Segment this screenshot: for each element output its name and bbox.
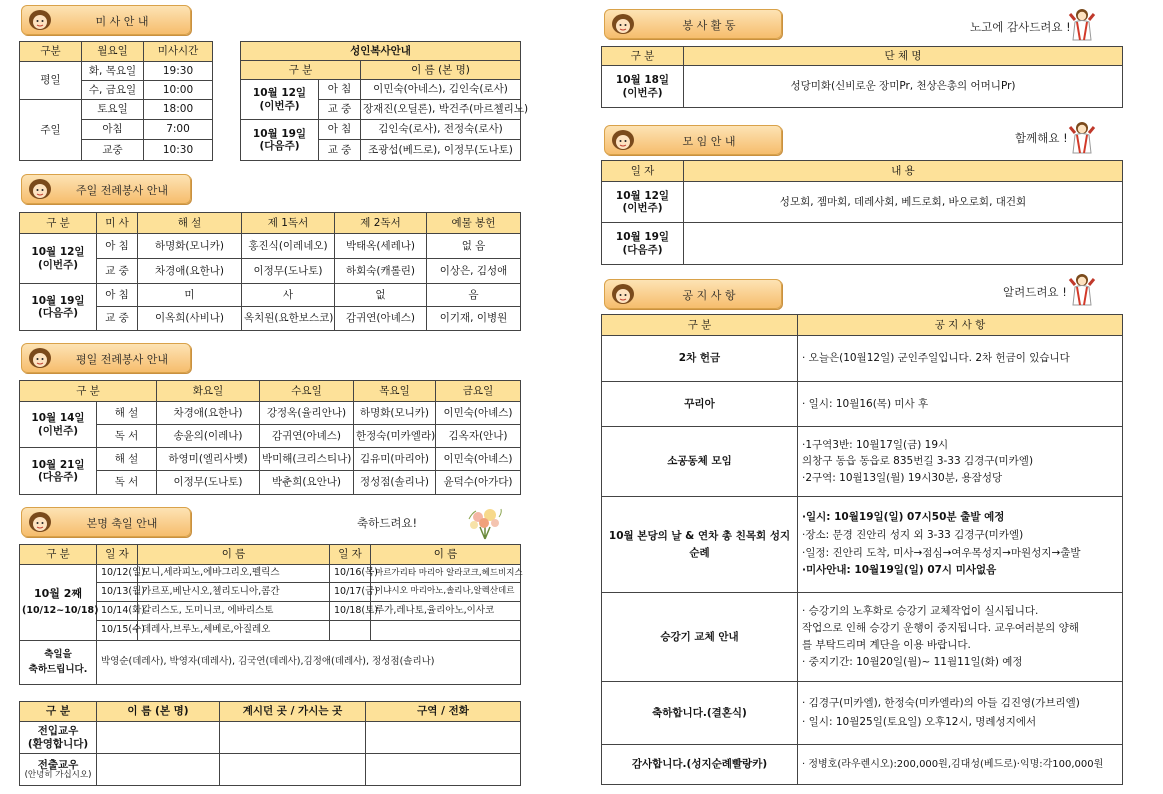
mass-type: 교 중 (319, 140, 361, 161)
face-icon (611, 129, 635, 151)
mass-section-header (21, 5, 191, 35)
service-greeting: 노고에 감사드려요 ! (970, 20, 1071, 34)
date: 10월 18일 (615, 74, 670, 87)
notice-label: 꾸리아 (602, 382, 798, 427)
feast-date: 10/14(화) (97, 602, 138, 621)
feast-col-header: 구 분 (20, 545, 97, 565)
service-section-title: 봉 사 활 동 (682, 19, 736, 32)
transfer-col-header: 계시던 곳 / 가시는 곳 (220, 702, 366, 722)
transfer-place (220, 754, 366, 786)
feast-names: 가르포,베난시오,첼리도니아,콤간 (138, 583, 330, 602)
transfer-in-cell (20, 722, 97, 754)
feast-date: 10/17(금) (330, 583, 371, 602)
transfer-col-header: 구역 / 전화 (366, 702, 521, 722)
server-names: 조광섭(베드로), 이정무(도나토) (361, 140, 521, 161)
transfer-sub: (환영합니다) (27, 737, 89, 750)
meeting-table (601, 160, 1123, 265)
feast-table (19, 544, 521, 685)
mass-type: 아 침 (319, 120, 361, 140)
service-col-header: 단 체 명 (684, 47, 1123, 66)
week-label: (이번주) (37, 424, 79, 437)
transfer-name (97, 754, 220, 786)
face-icon (28, 511, 52, 533)
notice-label: 승강기 교체 안내 (602, 593, 798, 682)
notice-line: · 김경구(미카엘), 한정숙(미카엘라)의 아들 김진영(가브리엘) (802, 697, 1080, 710)
wednesday: 박미해(크리스티나) (260, 448, 354, 471)
feast-week-label: 10월 2째 (33, 586, 83, 600)
feast-names: 마르가리타 마리아 알라코크,헤드비지스 (371, 565, 521, 583)
face-icon (611, 283, 635, 305)
transfer-col-header: 이 름 (본 명) (97, 702, 220, 722)
face-icon (28, 178, 52, 200)
transfer-label: 전입교우 (37, 725, 79, 738)
meeting-date-cell (602, 223, 684, 265)
server-names: 장재진(오딜론), 박건주(마르첼리노) (361, 100, 521, 120)
sunday-liturgy-header (21, 174, 191, 204)
mass-day: 화, 목요일 (82, 62, 144, 81)
altar-server-col-header: 구 분 (241, 61, 361, 80)
sunday-col-header: 구 분 (20, 213, 97, 234)
role: 해 설 (97, 448, 157, 471)
notice-content (798, 427, 1123, 497)
mass-type: 교 중 (97, 259, 138, 284)
service-date-cell (602, 66, 684, 108)
congrats-label-cell (20, 641, 97, 685)
service-col-header: 구 분 (602, 47, 684, 66)
week-label: (이번주) (622, 86, 663, 99)
weekday-col-header: 구 분 (20, 381, 157, 402)
congrats-names: 박영순(데레사), 박영자(데레사), 김국연(데레사),김정애(데레사), 정성점(솔리나) (97, 641, 521, 685)
transfer-out-cell (20, 754, 97, 786)
mass-type: 아 침 (97, 284, 138, 307)
role: 독 서 (97, 471, 157, 495)
notice-section-header (604, 279, 782, 309)
friday: 윤덕수(아가다) (436, 471, 521, 495)
weekday-col-header: 목요일 (354, 381, 436, 402)
jesus-icon (1067, 6, 1097, 42)
week-label: (이번주) (37, 258, 79, 271)
feast-col-header: 일 자 (97, 545, 138, 565)
notice-table (601, 314, 1123, 785)
notice-content (798, 497, 1123, 593)
service-groups: 성당미화(신비로운 장미Pr, 천상은총의 어머니Pr) (684, 66, 1123, 108)
feast-names: 모니,세라피노,에바그리오,펠릭스 (138, 565, 330, 583)
mass-type: 교 중 (97, 307, 138, 331)
transfer-table (19, 701, 521, 786)
server-names: 이민숙(아네스), 김인숙(로사) (361, 80, 521, 100)
meeting-greeting: 함께해요 ! (1015, 131, 1068, 145)
tuesday: 이정무(도나토) (157, 471, 260, 495)
mass-table (19, 41, 213, 161)
week-label: (다음주) (622, 243, 663, 256)
role: 독 서 (97, 425, 157, 448)
second-reader: 없 (335, 284, 427, 307)
mass-time: 7:00 (144, 120, 213, 140)
meeting-section-title: 모 임 안 내 (682, 135, 736, 148)
feast-col-header: 이 름 (138, 545, 330, 565)
transfer-contact (366, 754, 521, 786)
sunday-date-cell (20, 284, 97, 331)
offertory: 이상은, 김성애 (427, 259, 521, 284)
meeting-date-cell (602, 182, 684, 223)
thursday: 한정숙(미카엘라) (354, 425, 436, 448)
notice-content (798, 682, 1123, 745)
date: 10월 12일 (31, 246, 85, 259)
meeting-content (684, 223, 1123, 265)
tuesday: 송윤의(이레나) (157, 425, 260, 448)
notice-line: ·2구역: 10월13일(월) 19시30분, 용잠성당 (802, 471, 1003, 484)
week-label: (이번주) (622, 202, 663, 214)
weekday-liturgy-table (19, 380, 521, 495)
week-label: (다음주) (37, 307, 79, 319)
notice-line: · 일시: 10월25일(토요일) 오후12시, 명례성지에서 (802, 716, 1037, 728)
notice-label: 소공동체 모임 (602, 427, 798, 497)
notice-content (798, 336, 1123, 382)
role: 해 설 (97, 402, 157, 425)
mass-day: 토요일 (82, 100, 144, 120)
sunday-liturgy-title: 주일 전례봉사 안내 (75, 184, 168, 197)
weekday-liturgy-header (21, 343, 191, 373)
feast-date: 10/16(목) (330, 565, 371, 583)
mass-group-label: 주일 (20, 100, 82, 161)
first-reader: 이정무(도나토) (242, 259, 335, 284)
date: 10월 12일 (615, 189, 670, 202)
altar-server-date-cell (241, 80, 319, 120)
meeting-col-header: 일 자 (602, 161, 684, 182)
transfer-label: 전출교우 (37, 758, 79, 771)
feast-section-header (21, 507, 191, 537)
notice-col-header: 공 지 사 항 (798, 315, 1123, 336)
week-label: (다음주) (37, 471, 79, 483)
notice-line: ·일정: 진안리 도착, 미사→점심→여우목성지→마원성지→출발 (802, 546, 1081, 559)
congrats-label: 축일을 (44, 648, 72, 660)
mass-time: 10:30 (144, 140, 213, 161)
mass-type: 아 침 (97, 234, 138, 259)
notice-label: 10월 본당의 날 & 연차 총 친목회 성지순례 (602, 497, 798, 593)
weekday-liturgy-title: 평일 전례봉사 안내 (75, 353, 168, 366)
date: 10월 19일 (252, 127, 307, 140)
feast-date: 10/12(일) (97, 565, 138, 583)
mass-time: 10:00 (144, 81, 213, 100)
sunday-col-header: 해 설 (138, 213, 242, 234)
weekday-col-header: 금요일 (436, 381, 521, 402)
notice-greeting: 알려드려요 ! (1003, 285, 1067, 299)
feast-names (371, 621, 521, 641)
feast-names: 루가,레나토,율리아노,이사코 (371, 602, 521, 621)
sunday-liturgy-table (19, 212, 521, 331)
transfer-contact (366, 722, 521, 754)
first-reader: 옥치원(요한보스코) (242, 307, 335, 331)
meeting-col-header: 내 용 (684, 161, 1123, 182)
notice-col-header: 구 분 (602, 315, 798, 336)
mass-col-header: 구분 (20, 42, 82, 62)
altar-server-table (240, 41, 529, 161)
transfer-place (220, 722, 366, 754)
sunday-date-cell (20, 234, 97, 284)
first-reader: 홍진식(이레네오) (242, 234, 335, 259)
commentator: 이옥희(사비나) (138, 307, 242, 331)
face-icon (28, 9, 52, 31)
server-names: 김인숙(로사), 전정숙(로사) (361, 120, 521, 140)
friday: 이민숙(아녜스) (436, 448, 521, 471)
altar-server-col-header: 이 름 (본 명) (361, 61, 521, 80)
notice-line: · 승강기의 노후화로 승강기 교체작업이 실시됩니다. (802, 605, 1039, 618)
wednesday: 감귀연(아녜스) (260, 425, 354, 448)
date: 10월 19일 (615, 231, 670, 244)
offertory: 없 음 (427, 234, 521, 259)
friday: 김옥자(안나) (436, 425, 521, 448)
feast-date: 10/18(토) (330, 602, 371, 621)
face-icon (611, 13, 635, 35)
commentator: 차경애(요한나) (138, 259, 242, 284)
offertory: 이기재, 이병원 (427, 307, 521, 331)
notice-line: ·일시: 10월19일(일) 07시50분 출발 예정 (802, 510, 1005, 523)
mass-type: 교 중 (319, 100, 361, 120)
notice-section-title: 공 지 사 항 (682, 289, 736, 302)
feast-names: 갈리스도, 도미니코, 에바리스토 (138, 602, 330, 621)
altar-server-title: 성인복사안내 (241, 42, 521, 61)
feast-week-range: (10/12~10/18) (22, 605, 99, 617)
notice-label: 감사합니다.(성지순례빨랑카) (602, 745, 798, 785)
mass-section-title: 미 사 안 내 (95, 15, 149, 28)
face-icon (28, 347, 52, 369)
weekday-col-header: 화요일 (157, 381, 260, 402)
offertory: 음 (427, 284, 521, 307)
notice-line: · 일시: 10월16(목) 미사 후 (802, 397, 929, 410)
date: 10월 14일 (31, 412, 85, 425)
mass-col-header: 월요일 (82, 42, 144, 62)
feast-week-cell (20, 565, 97, 641)
feast-date (330, 621, 371, 641)
thursday: 하명화(모니카) (354, 402, 436, 425)
notice-content (798, 593, 1123, 682)
feast-date: 10/15(수) (97, 621, 138, 641)
notice-content (798, 745, 1123, 785)
feast-col-header: 이 름 (371, 545, 521, 565)
notice-line: 작업으로 인해 승강기 운행이 중지됩니다. 교우여러분의 양해 (802, 622, 1079, 635)
notice-line: ·미사안내: 10월19일(일) 07시 미사없음 (802, 564, 997, 577)
jesus-icon (1067, 271, 1097, 307)
sunday-col-header: 제 1독서 (242, 213, 335, 234)
mass-day: 아침 (82, 120, 144, 140)
wednesday: 강정옥(율리안나) (260, 402, 354, 425)
transfer-name (97, 722, 220, 754)
wednesday: 박춘희(요안나) (260, 471, 354, 495)
mass-col-header: 미사시간 (144, 42, 213, 62)
service-table (601, 46, 1123, 108)
tuesday: 차경애(요한나) (157, 402, 260, 425)
sunday-col-header: 제 2독서 (335, 213, 427, 234)
thursday: 김유미(마리아) (354, 448, 436, 471)
second-reader: 감귀연(아녜스) (335, 307, 427, 331)
notice-content (798, 382, 1123, 427)
second-reader: 박태옥(세레나) (335, 234, 427, 259)
meeting-content: 성모회, 젬마회, 데레사회, 베드로회, 바오로회, 대건회 (684, 182, 1123, 223)
feast-section-title: 본명 축일 안내 (86, 517, 158, 530)
notice-line: · 정병호(라우렌시오):200,000원,김대성(베드로)·익명:각100,000원 (802, 758, 1104, 770)
weekday-date-cell (20, 448, 97, 495)
meeting-section-header (604, 125, 782, 155)
week-label: (이번주) (259, 99, 300, 112)
notice-line: · 중지기간: 10월20일(월)~ 11월11일(화) 예정 (802, 655, 1023, 668)
thursday: 정성점(솔리나) (354, 471, 436, 495)
sunday-col-header: 미 사 (97, 213, 138, 234)
commentator: 미 (138, 284, 242, 307)
notice-line: 의창구 동읍 동읍로 835번길 3-33 김경구(미카엘) (802, 455, 1034, 468)
friday: 이민숙(아녜스) (436, 402, 521, 425)
transfer-sub: (안녕히 가십시오) (24, 769, 92, 780)
notice-label: 축하합니다.(결혼식) (602, 682, 798, 745)
notice-label: 2차 헌금 (602, 336, 798, 382)
mass-time: 19:30 (144, 62, 213, 81)
first-reader: 사 (242, 284, 335, 307)
feast-names: 데레사,브루노,세베로,아질레오 (138, 621, 330, 641)
service-section-header (604, 9, 782, 39)
tuesday: 하영미(엘리사벳) (157, 448, 260, 471)
mass-day: 교중 (82, 140, 144, 161)
commentator: 하명화(모니카) (138, 234, 242, 259)
mass-day: 수, 금요일 (82, 81, 144, 100)
weekday-date-cell (20, 402, 97, 448)
congrats-label: 축하드립니다. (28, 663, 88, 675)
transfer-col-header: 구 분 (20, 702, 97, 722)
sunday-col-header: 예물 봉헌 (427, 213, 521, 234)
notice-line: 를 부탁드리며 계단을 이용 바랍니다. (802, 639, 971, 651)
notice-line: ·장소: 문경 진안리 성지 외 3-33 김경구(미카엘) (802, 528, 1024, 541)
date: 10월 12일 (252, 87, 307, 100)
feast-greeting: 축하드려요! (357, 516, 418, 530)
weekday-col-header: 수요일 (260, 381, 354, 402)
jesus-icon (1067, 119, 1097, 155)
date: 10월 21일 (31, 458, 85, 471)
date: 10월 19일 (31, 294, 85, 307)
week-label: (다음주) (259, 140, 300, 152)
second-reader: 하회숙(캐롤린) (335, 259, 427, 284)
mass-time: 18:00 (144, 100, 213, 120)
flower-bouquet-icon (466, 505, 504, 541)
feast-col-header: 일 자 (330, 545, 371, 565)
altar-server-date-cell (241, 120, 319, 161)
notice-line: · 오늘은(10월12일) 군인주일입니다. 2차 헌금이 있습니다 (802, 352, 1070, 365)
feast-names: 이냐시오 마리아노,솔리나,알렉산데르 (371, 583, 521, 602)
mass-group-label: 평일 (20, 62, 82, 100)
mass-type: 아 침 (319, 80, 361, 100)
notice-line: ·1구역3반: 10월17일(금) 19시 (802, 439, 949, 452)
feast-date: 10/13(월) (97, 583, 138, 602)
